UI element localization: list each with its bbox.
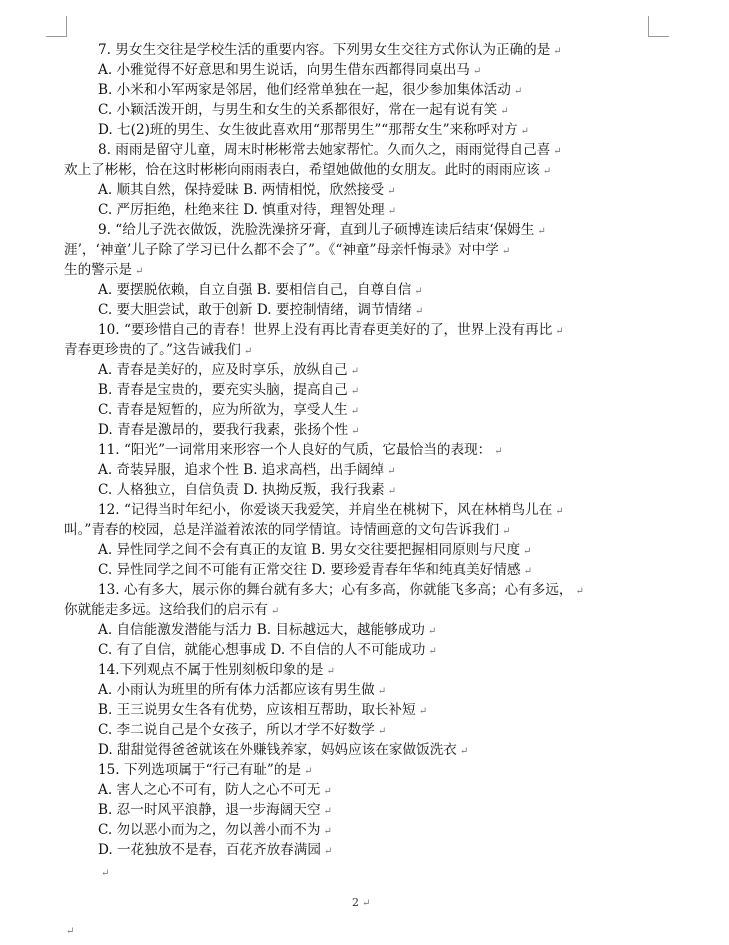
text-line [98, 180, 396, 200]
return-mark: ↵ [362, 898, 371, 909]
text-line [98, 80, 522, 100]
text-line-content: 涯’，‘神童’儿子除了学习已什么都不会了”。《“神童”母亲忏悔录》对中学 [64, 242, 499, 258]
text-line-content: 11. “阳光”一词常用来形容一个人良好的气质，它最恰当的表现： [98, 442, 492, 458]
return-mark: ↵ [303, 766, 313, 777]
text-line [98, 420, 360, 440]
text-line [98, 862, 109, 882]
text-line-content: B. 青春是宝贵的，要充实头脑，提高自己 [98, 382, 348, 398]
text-line [98, 40, 562, 60]
text-line [98, 300, 423, 320]
return-mark: ↵ [377, 726, 387, 737]
text-line-content: B. 小米和小军两家是邻居，他们经常单独在一起，很少参加集体活动 [98, 82, 511, 98]
text-line [98, 400, 359, 420]
return-mark: ↵ [270, 606, 280, 617]
text-line [98, 560, 532, 580]
text-line [98, 820, 332, 840]
return-mark: ↵ [323, 786, 332, 797]
text-line-content: 青春更珍贵的了。”这告诫我们 [64, 342, 241, 358]
text-line [98, 780, 332, 800]
text-line-content: A. 奇装异服，追求个性 B. 追求高档，出手阔绰 [98, 462, 385, 478]
text-line-content: B. 忍一时风平浪静，退一步海阔天空 [98, 802, 321, 818]
text-line [98, 760, 312, 780]
text-line [98, 100, 509, 120]
text-line-content: A. 青春是美好的，应及时享乐，放纵自己 [98, 362, 348, 378]
text-line-content: A. 小雅觉得不好意思和男生说话，向男生借东西都得同桌出马 [98, 62, 470, 78]
return-mark: ↵ [537, 226, 546, 237]
text-line [98, 660, 335, 680]
text-line-content: 欢上了彬彬，恰在这时彬彬向雨雨表白，希望她做他的女朋友。此时的雨雨应该 [64, 162, 540, 178]
text-line [64, 600, 279, 620]
text-line [64, 520, 511, 540]
text-line [64, 340, 252, 360]
return-mark: ↵ [323, 846, 333, 857]
return-mark: ↵ [387, 206, 397, 217]
text-line [98, 60, 481, 80]
return-mark: ↵ [414, 306, 424, 317]
text-line-content: B. 王三说男女生各有优势，应该相互帮助，取长补短 [98, 702, 416, 718]
text-line-content: D. 一花独放不是春，百花齐放春满园 [98, 842, 321, 858]
return-mark: ↵ [502, 526, 511, 537]
text-line [98, 200, 396, 220]
return-mark: ↵ [428, 646, 437, 657]
crop-mark-top-left [46, 16, 67, 37]
return-mark: ↵ [101, 868, 110, 879]
text-line [64, 240, 510, 260]
return-mark: ↵ [134, 266, 144, 277]
text-line [98, 640, 437, 660]
text-line-content: A. 要摆脱依赖，自立自强 B. 要相信自己，自尊自信 [98, 282, 412, 298]
text-line-content: A. 顺其自然，保持爱昧 B. 两情相悦，欣然接受 [98, 182, 385, 198]
text-line [98, 220, 546, 240]
return-mark: ↵ [350, 386, 360, 397]
text-line-content: C. 严厉拒绝，杜绝来往 D. 慎重对待，理智处理 [98, 202, 385, 218]
text-line-content: 15. 下列选项属于“行己有耻”的是 [98, 762, 301, 778]
text-line-content: C. 有了自信，就能心想事成 D. 不自信的人不可能成功 [98, 642, 426, 658]
return-mark: ↵ [542, 166, 552, 177]
return-mark: ↵ [472, 66, 482, 77]
text-line [98, 620, 436, 640]
text-line-content: 7. 男女生交往是学校生活的重要内容。下列男女生交往方式你认为正确的是 [98, 42, 551, 58]
text-line-content: 10. “要珍惜自己的青春！世界上没有再比青春更美好的了，世界上没有再比 [98, 322, 553, 338]
text-line-content: D. 青春是激昂的，要我行我素，张扬个性 [98, 422, 349, 438]
return-mark: ↵ [243, 346, 253, 357]
text-line-content: D. 七(2)班的男生、女生彼此喜欢用“那帮男生”“那帮女生”来称呼对方 [98, 122, 518, 138]
text-line [98, 120, 529, 140]
page-number [352, 896, 370, 909]
return-mark: ↵ [323, 826, 332, 837]
text-line-content: 12. “记得当时年纪小，你爱谈天我爱笑，并肩坐在桃树下，风在林梢鸟儿在 [98, 502, 553, 518]
text-line [98, 540, 531, 560]
text-line-content: 生的警示是 [64, 262, 132, 278]
return-mark: ↵ [500, 106, 509, 117]
return-mark: ↵ [351, 426, 360, 437]
return-mark: ↵ [501, 246, 511, 257]
text-line [98, 380, 359, 400]
text-line-content: C. 异性同学之间不可能有正常交往 D. 要珍爱青春年华和纯真美好情感 [98, 562, 521, 578]
text-line-content: C. 要大胆尝试，敢于创新 D. 要控制情绪，调节情绪 [98, 302, 412, 318]
return-mark: ↵ [323, 806, 332, 817]
text-line [98, 140, 562, 160]
text-line [98, 460, 396, 480]
text-line-content: C. 人格独立，自信负责 D. 执拗反叛，我行我素 [98, 482, 385, 498]
page-number-text: 2 [352, 896, 359, 909]
text-line-content: 叫。”青春的校园，总是洋溢着浓浓的同学情谊。诗情画意的文句告诉我们 [64, 522, 500, 538]
return-mark: ↵ [377, 686, 387, 697]
text-line [98, 740, 468, 760]
return-mark: ↵ [326, 666, 335, 677]
text-line-content: A. 自信能激发潜能与活力 B. 目标越远大，越能够成功 [98, 622, 425, 638]
return-mark: ↵ [414, 286, 423, 297]
text-line-content: C. 青春是短暂的，应为所欲为，享受人生 [98, 402, 348, 418]
text-line-content: A. 异性同学之间不会有真正的友谊 B. 男女交往要把握相同原则与尺度 [98, 542, 521, 558]
return-mark: ↵ [418, 706, 428, 717]
text-line-content: C. 李二说自己是个女孩子，所以才学不好数学 [98, 722, 375, 738]
return-mark: ↵ [387, 186, 396, 197]
text-line [98, 440, 503, 460]
text-line [98, 700, 427, 720]
text-line-content: A. 害人之心不可有，防人之心不可无 [98, 782, 321, 798]
text-line-content: C. 小颖活泼开朗，与男生和女生的关系都很好，常在一起有说有笑 [98, 102, 498, 118]
return-mark: ↵ [555, 506, 564, 517]
return-mark-bottom: ↵ [66, 926, 75, 937]
return-mark: ↵ [387, 486, 397, 497]
text-line-content: 8. 雨雨是留守儿童，周末时彬彬常去她家帮忙。久而久之，雨雨觉得自己喜 [98, 142, 551, 158]
text-line [98, 720, 386, 740]
text-line [98, 680, 386, 700]
text-line-content: 你就能走多远。这给我们的启示有 [64, 602, 268, 618]
return-mark: ↵ [520, 126, 529, 137]
text-line-content: 9. “给儿子洗衣做饭，洗脸洗澡挤牙膏，直到儿子硕博连读后结束‘保姆生 [98, 222, 535, 238]
return-mark: ↵ [553, 146, 562, 157]
text-line-content: C. 勿以恶小而为之，勿以善小而不为 [98, 822, 321, 838]
return-mark: ↵ [387, 466, 396, 477]
return-mark: ↵ [459, 746, 469, 757]
return-mark: ↵ [523, 546, 532, 557]
return-mark: ↵ [555, 326, 564, 337]
return-mark: ↵ [494, 446, 503, 457]
return-mark: ↵ [427, 626, 437, 637]
text-line [98, 800, 332, 820]
text-line-content: 13. 心有多大，展示你的舞台就有多大；心有多高，你就能飞多高；心有多远， [98, 582, 573, 598]
return-mark: ↵ [350, 406, 360, 417]
text-line [98, 280, 423, 300]
return-mark: ↵ [513, 86, 523, 97]
text-line [98, 360, 359, 380]
text-line [98, 580, 584, 600]
text-line-content: 14.下列观点不属于性别刻板印象的是 [98, 662, 324, 678]
text-line-content: A. 小雨认为班里的所有体力活都应该有男生做 [98, 682, 375, 698]
text-line [98, 480, 396, 500]
return-mark: ↵ [553, 46, 562, 57]
text-line-content: D. 甜甜觉得爸爸就该在外赚钱养家，妈妈应该在家做饭洗衣 [98, 742, 457, 758]
return-mark: ↵ [350, 366, 359, 377]
return-mark: ↵ [523, 566, 532, 577]
text-line [64, 260, 143, 280]
text-line [98, 320, 564, 340]
text-line [64, 160, 551, 180]
text-line [98, 500, 564, 520]
text-line [98, 840, 332, 860]
crop-mark-top-right [648, 16, 669, 37]
return-mark: ↵ [575, 586, 584, 597]
